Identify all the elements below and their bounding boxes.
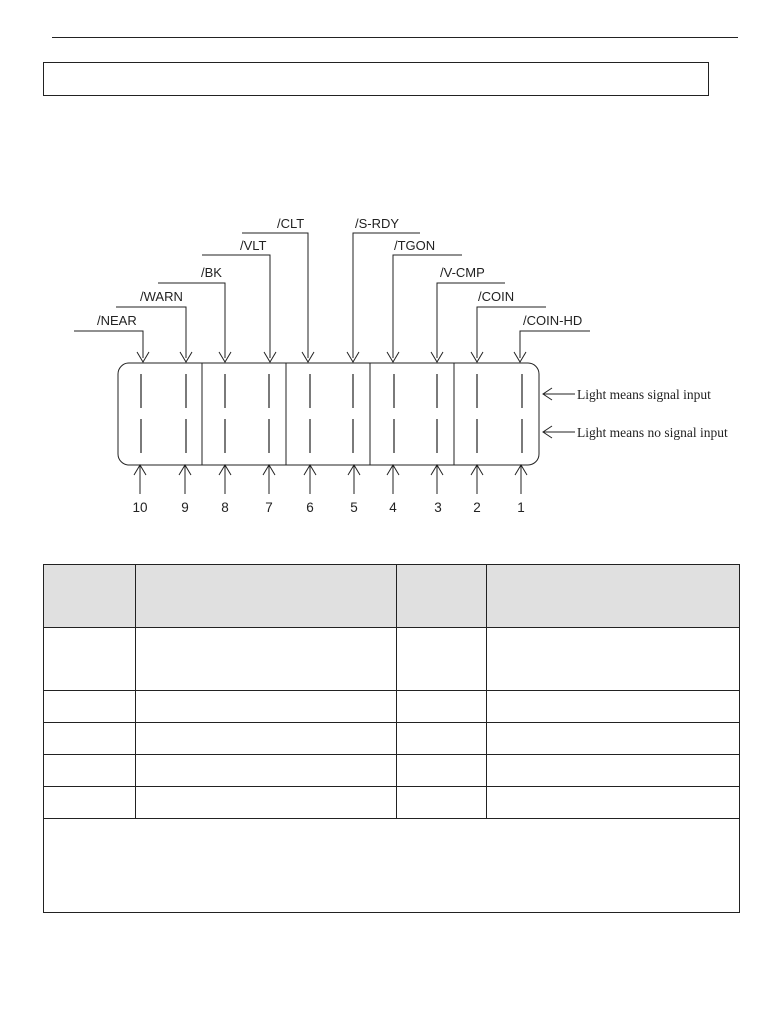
table-row — [44, 691, 740, 723]
table-cell — [487, 755, 740, 787]
table-cell — [44, 723, 136, 755]
position-number-10: 10 — [132, 500, 148, 515]
signal-label-v-cmp: /V-CMP — [440, 265, 485, 280]
table-cell — [136, 628, 397, 691]
signal-label-vlt: /VLT — [240, 238, 267, 253]
arrow-up-3 — [431, 465, 443, 494]
signal-label-coin-hd: /COIN-HD — [523, 313, 583, 328]
position-number-7: 7 — [265, 500, 273, 515]
table-row — [44, 628, 740, 691]
position-number-2: 2 — [473, 500, 481, 515]
signal-label-clt: /CLT — [277, 216, 305, 231]
legend-arrow-upper — [543, 388, 575, 400]
table-footer-row — [44, 819, 740, 913]
table-cell — [487, 787, 740, 819]
arrow-up-9 — [179, 465, 191, 494]
table-cell — [487, 628, 740, 691]
legend-arrow-lower — [543, 426, 575, 438]
table-cell — [44, 691, 136, 723]
signal-label-warn: /WARN — [140, 289, 183, 304]
signal-table — [43, 564, 740, 913]
table-cell — [136, 691, 397, 723]
signal-label-near: /NEAR — [97, 313, 137, 328]
table-cell — [136, 723, 397, 755]
table-cell — [136, 755, 397, 787]
table-cell — [397, 787, 487, 819]
table-cell — [487, 723, 740, 755]
table-row — [44, 787, 740, 819]
table-cell — [136, 787, 397, 819]
footer-note-cell — [44, 819, 740, 913]
header-cell — [136, 565, 397, 628]
table-header-row — [44, 565, 740, 628]
position-number-4: 4 — [389, 500, 397, 515]
arrow-up-7 — [263, 465, 275, 494]
position-number-6: 6 — [306, 500, 314, 515]
signal-label-coin: /COIN — [478, 289, 515, 304]
leader-line-near — [74, 331, 143, 358]
arrow-up-4 — [387, 465, 399, 494]
position-number-8: 8 — [221, 500, 229, 515]
table-cell — [397, 723, 487, 755]
table-cell — [44, 787, 136, 819]
arrow-up-5 — [348, 465, 360, 494]
arrow-up-1 — [515, 465, 527, 494]
legend-text-no-signal-input: Light means no signal input — [577, 425, 728, 440]
table-row — [44, 723, 740, 755]
table-cell — [397, 691, 487, 723]
table-cell — [44, 755, 136, 787]
header-cell — [44, 565, 136, 628]
position-number-9: 9 — [181, 500, 189, 515]
arrow-up-2 — [471, 465, 483, 494]
position-number-1: 1 — [517, 500, 525, 515]
signal-label-tgon: /TGON — [394, 238, 436, 253]
position-number-3: 3 — [434, 500, 442, 515]
header-cell — [397, 565, 487, 628]
table-cell — [397, 755, 487, 787]
signal-label-bk: /BK — [201, 265, 222, 280]
signal-label-s-rdy: /S-RDY — [355, 216, 400, 231]
position-number-5: 5 — [350, 500, 358, 515]
leader-line-coin-hd — [520, 331, 590, 358]
arrow-up-10 — [134, 465, 146, 494]
arrow-up-8 — [219, 465, 231, 494]
table-row — [44, 755, 740, 787]
table-cell — [397, 628, 487, 691]
header-cell — [487, 565, 740, 628]
table-cell — [487, 691, 740, 723]
table-cell — [44, 628, 136, 691]
led-display-frame — [118, 363, 539, 465]
legend-text-signal-input: Light means signal input — [577, 387, 711, 402]
arrow-up-6 — [304, 465, 316, 494]
